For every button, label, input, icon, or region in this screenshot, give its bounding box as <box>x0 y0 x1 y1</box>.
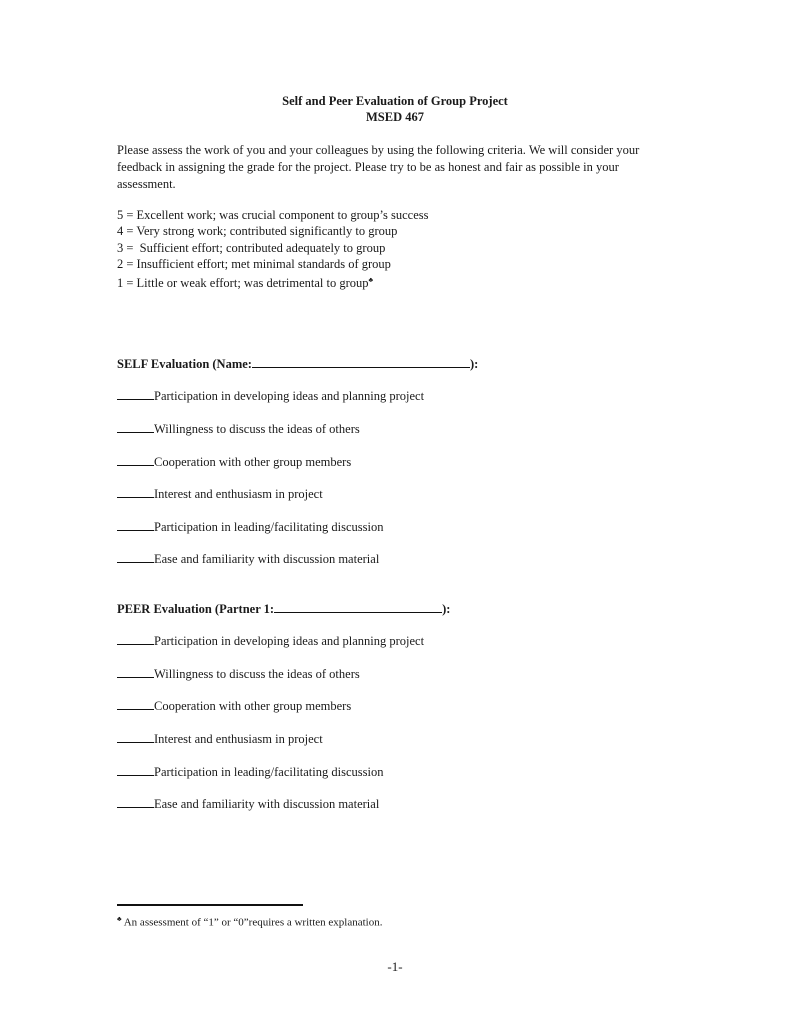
criterion-label: Cooperation with other group members <box>154 455 352 469</box>
footnote-marker-icon: ♣ <box>368 276 374 284</box>
peer-score-blank[interactable] <box>117 796 154 808</box>
scale-line-1-text: 1 = Little or weak effort; was detrimental to group <box>117 276 369 291</box>
peer-heading-label: PEER Evaluation (Partner 1: <box>117 602 275 616</box>
peer-criterion <box>117 731 323 747</box>
criterion-label: Participation in leading/facilitating discussion <box>154 520 384 534</box>
page-number: -1- <box>387 959 403 974</box>
self-name-field[interactable] <box>252 356 470 368</box>
self-score-blank[interactable] <box>117 519 154 531</box>
peer-criterion <box>117 666 360 682</box>
peer-criterion <box>117 633 424 649</box>
criterion-label: Participation in developing ideas and planning project <box>154 634 425 648</box>
peer-criterion <box>117 698 351 714</box>
self-criterion <box>117 519 383 535</box>
scale-line-2: 2 = Insufficient effort; met minimal standards of group <box>117 257 391 271</box>
self-criterion <box>117 551 379 567</box>
footnote-divider <box>117 904 303 906</box>
criterion-label: Ease and familiarity with discussion material <box>154 797 380 811</box>
self-score-blank[interactable] <box>117 551 154 563</box>
partner-name-field[interactable] <box>274 601 442 613</box>
footnote-marker-icon: ♣ <box>117 915 122 923</box>
intro-paragraph: Please assess the work of you and your colleagues by using the following criteria. We will consider your feedback in assigning the grade for the project. Please try to be as honest and fair as possible in your assessment. <box>117 143 640 191</box>
scale-line-4: 4 = Very strong work; contributed significantly to group <box>117 224 398 238</box>
peer-criterion <box>117 796 379 812</box>
criterion-label: Willingness to discuss the ideas of others <box>154 422 360 436</box>
self-heading-suffix: ): <box>469 357 479 371</box>
peer-criterion <box>117 764 383 780</box>
criterion-label: Willingness to discuss the ideas of others <box>154 667 360 681</box>
footnote <box>117 915 382 929</box>
criterion-label: Participation in leading/facilitating discussion <box>154 765 384 779</box>
self-evaluation-heading <box>117 356 478 372</box>
peer-score-blank[interactable] <box>117 666 154 678</box>
criterion-label: Ease and familiarity with discussion material <box>154 552 380 566</box>
self-criterion <box>117 486 323 502</box>
document-title: Self and Peer Evaluation of Group Project <box>282 94 508 108</box>
self-criterion <box>117 388 424 404</box>
peer-score-blank[interactable] <box>117 633 154 645</box>
footnote-text: An assessment of “1” or “0”requires a written explanation. <box>121 916 383 929</box>
peer-heading-suffix: ): <box>442 602 451 616</box>
self-criterion <box>117 421 360 437</box>
self-score-blank[interactable] <box>117 388 154 400</box>
course-code: MSED 467 <box>366 110 424 124</box>
scale-line-1 <box>117 272 373 292</box>
scale-line-3: 3 = Sufficient effort; contributed adequately to group <box>117 241 386 255</box>
peer-score-blank[interactable] <box>117 698 154 710</box>
self-heading-label: SELF Evaluation (Name: <box>117 357 252 371</box>
self-criterion <box>117 454 351 470</box>
scale-line-5: 5 = Excellent work; was crucial component to group’s success <box>117 208 429 222</box>
self-score-blank[interactable] <box>117 454 154 466</box>
peer-score-blank[interactable] <box>117 764 154 776</box>
criterion-label: Interest and enthusiasm in project <box>154 732 323 746</box>
peer-score-blank[interactable] <box>117 731 154 743</box>
self-score-blank[interactable] <box>117 486 154 498</box>
criterion-label: Cooperation with other group members <box>154 699 352 713</box>
peer-evaluation-heading <box>117 601 450 617</box>
criterion-label: Participation in developing ideas and planning project <box>154 389 425 403</box>
self-score-blank[interactable] <box>117 421 154 433</box>
criterion-label: Interest and enthusiasm in project <box>154 487 323 501</box>
